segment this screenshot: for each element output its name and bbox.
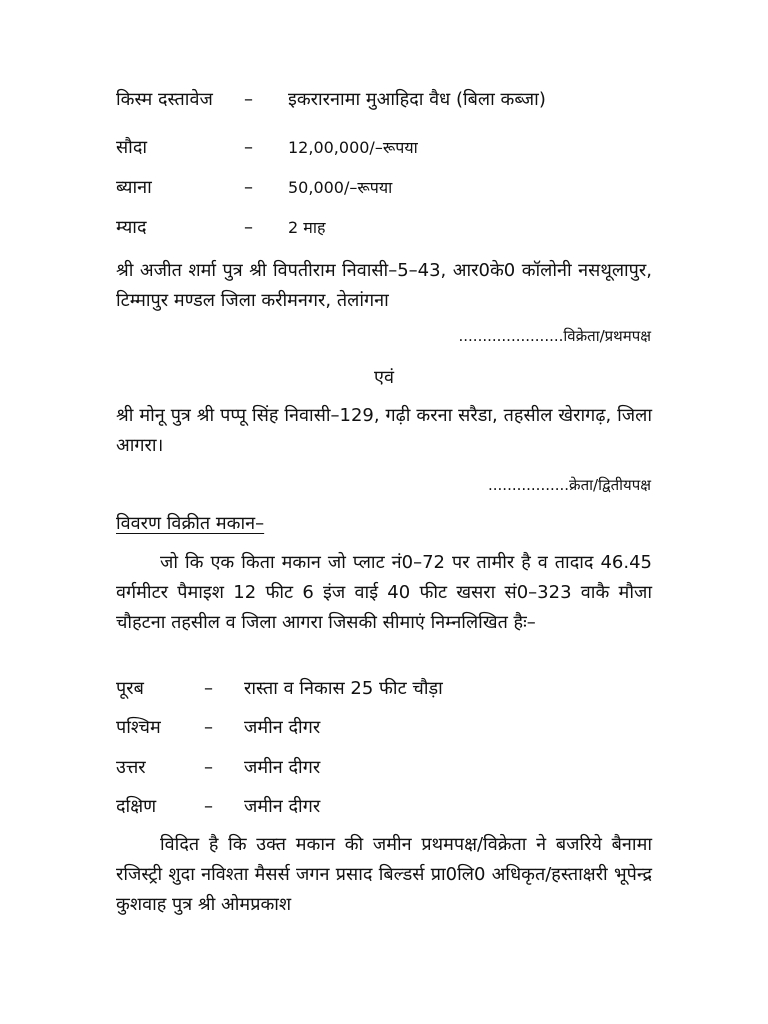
boundary-dash: –	[204, 796, 213, 817]
term-label: ब्याना	[116, 177, 152, 198]
boundary-value: जमीन दीगर	[244, 717, 321, 738]
deed-type-dash: –	[244, 89, 253, 110]
term-label: सौदा	[116, 137, 148, 158]
deed-type-label: किस्म दस्तावेज	[116, 89, 213, 110]
closing-paragraph: विदित है कि उक्त मकान की जमीन प्रथमपक्ष/विक्रेता ने बजरिये बैनामा रजिस्ट्री शुदा नविश्ता मैसर्स जगन प्रसाद बिल्डर्स प्रा0लि0 अधिकृत/हस्ताक्षरी भूपेन्द्र कुशवाह पुत्र श्री ओमप्रकाश	[116, 834, 652, 915]
boundary-value: रास्ता व निकास 25 फीट चौड़ा	[244, 678, 443, 699]
property-heading: विवरण विक्रीत मकान–	[116, 513, 265, 534]
buyer-role: .................क्रेता/द्वितीयपक्ष	[488, 476, 651, 494]
seller-role: ......................विक्रेता/प्रथमपक्ष	[458, 327, 651, 345]
term-value: 50,000/–रूपया	[288, 178, 393, 197]
deed-type-value: इकरारनामा मुआहिदा वैध (बिला कब्जा)	[288, 89, 546, 110]
property-description: जो कि एक किता मकान जो प्लाट नं0–72 पर तामीर है व तादाद 46.45 वर्गमीटर पैमाइश 12 फीट 6 इंज वाई 40 फीट खसरा सं0–323 वाकै मौजा चौहटना तहसील व जिला आगरा जिसकी सीमाएं निम्नलिखित हैः–	[116, 552, 652, 633]
boundary-dash: –	[204, 678, 213, 699]
boundary-value: जमीन दीगर	[244, 757, 321, 778]
boundary-direction: पश्चिम	[116, 717, 161, 738]
term-value: 2 माह	[288, 218, 326, 237]
boundary-dash: –	[204, 717, 213, 738]
boundary-direction: दक्षिण	[116, 796, 157, 817]
term-label: म्याद	[116, 217, 147, 238]
conjunction: एवं	[374, 367, 394, 388]
boundary-value: जमीन दीगर	[244, 796, 321, 817]
boundary-dash: –	[204, 757, 213, 778]
buyer-details: श्री मोनू पुत्र श्री पप्पू सिंह निवासी–129, गढ़ी करना सरैडा, तहसील खेरागढ़, जिला आगरा।	[116, 405, 652, 456]
boundary-direction: पूरब	[116, 678, 144, 699]
term-dash: –	[244, 177, 253, 198]
term-value: 12,00,000/–रूपया	[288, 138, 418, 157]
boundary-direction: उत्तर	[116, 757, 146, 778]
term-dash: –	[244, 137, 253, 158]
term-dash: –	[244, 217, 253, 238]
seller-details: श्री अजीत शर्मा पुत्र श्री विपतीराम निवासी–5–43, आर0के0 कॉलोनी नसथूलापुर, टिम्मापुर मण्डल जिला करीमनगर, तेलांगना	[116, 260, 652, 311]
